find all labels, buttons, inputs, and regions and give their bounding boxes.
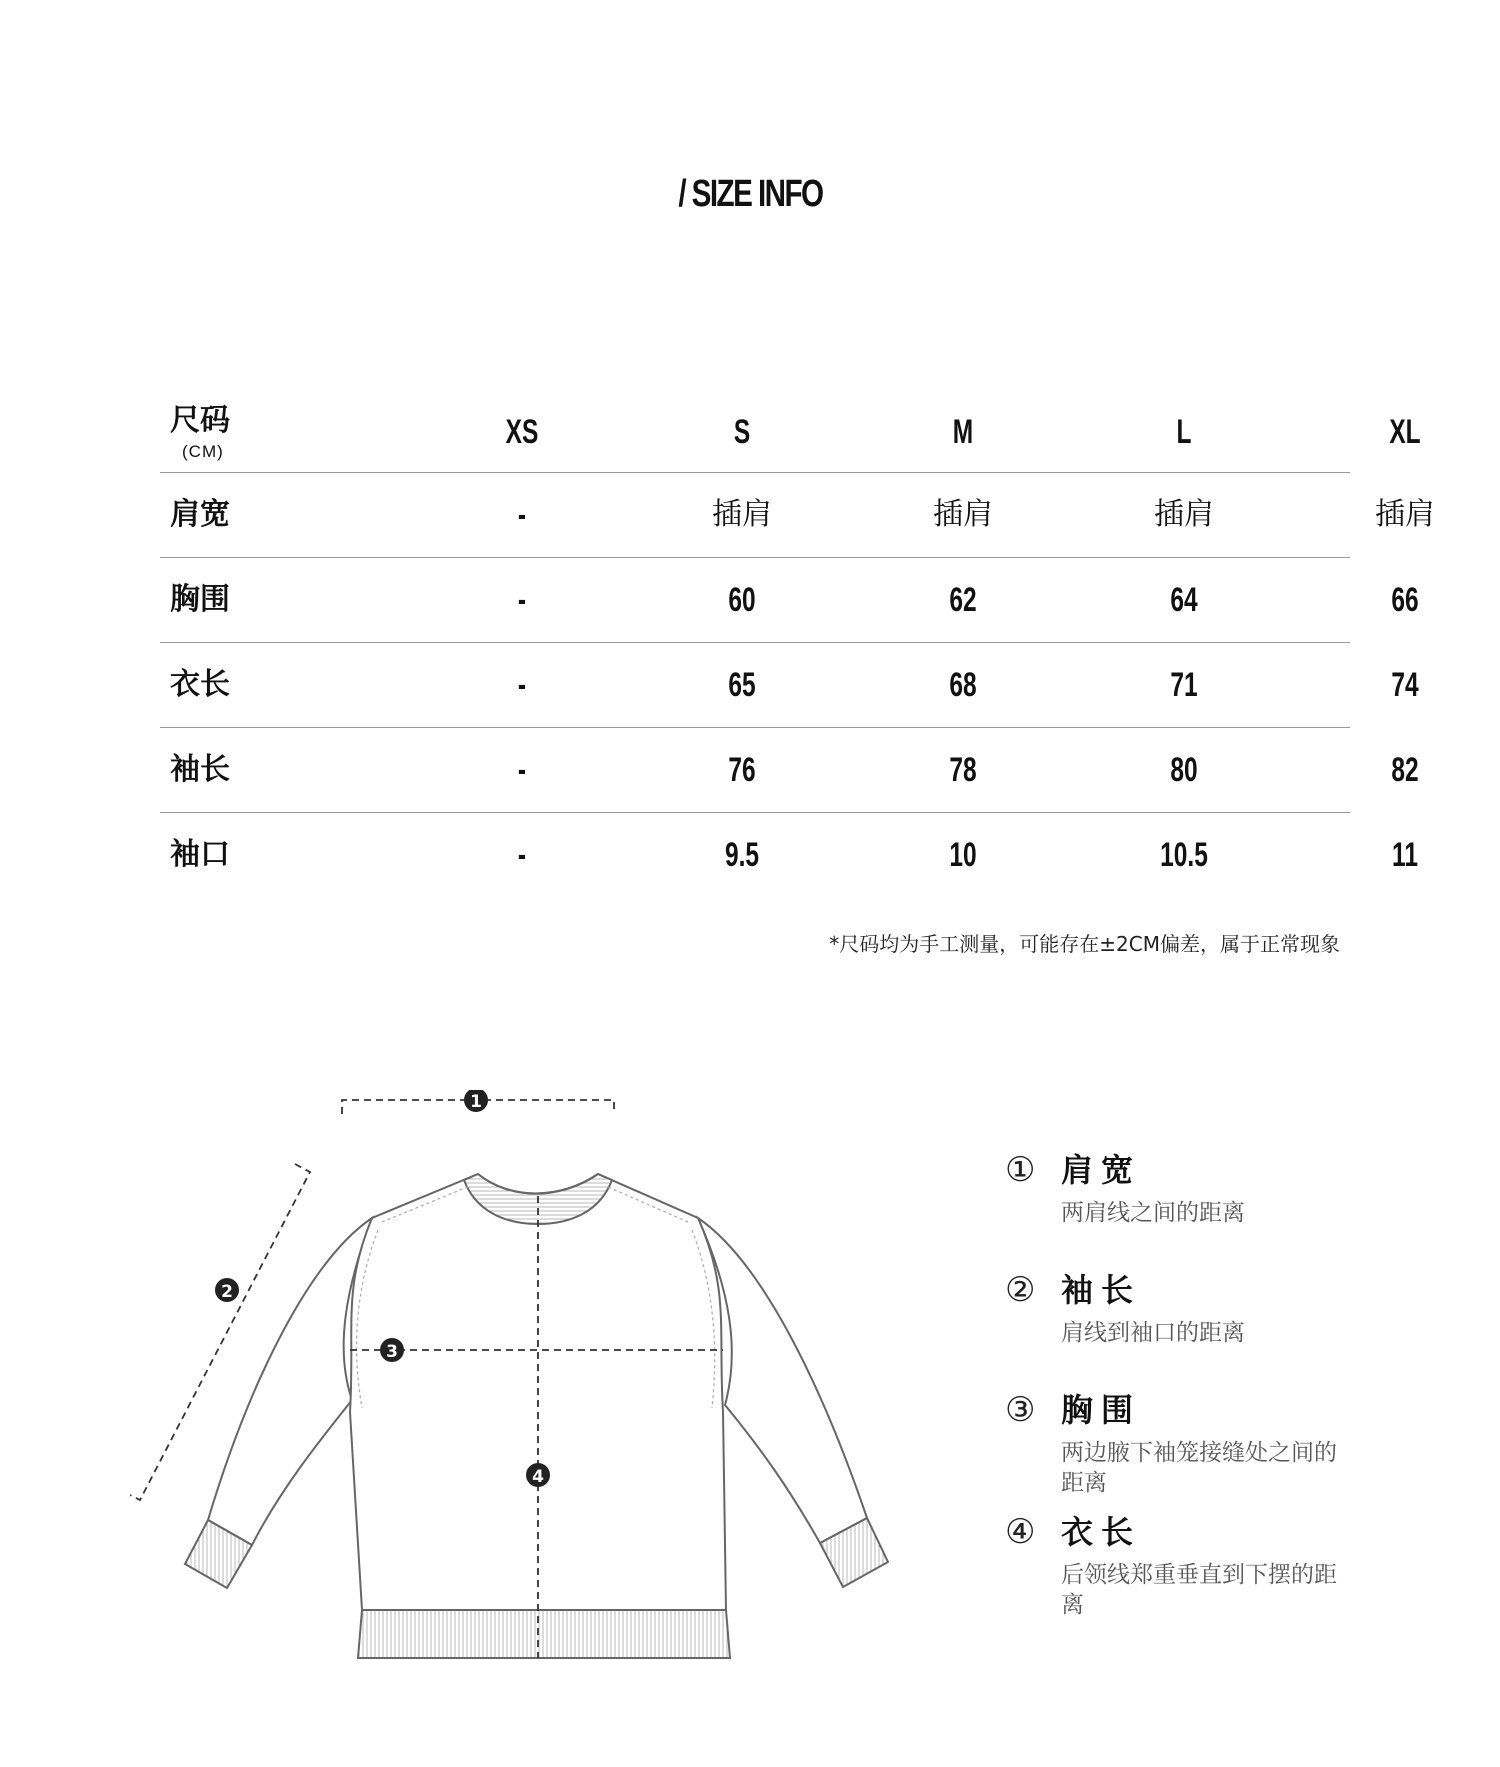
size-m: M [952,413,974,451]
marker-1 [464,1090,488,1112]
table-cell: 10.5 [1160,836,1208,874]
table-cell: 71 [1170,666,1198,704]
table-cell: 65 [728,666,756,704]
row-label: 袖口 [170,837,230,872]
header-label: 尺码 [170,403,230,438]
row-label: 胸围 [170,582,230,617]
legend-desc: 两肩线之间的距离 [1061,1200,1245,1226]
size-table [160,390,1435,897]
legend-number: ② [1005,1270,1036,1310]
row-label: 衣长 [170,667,230,702]
hem-rib [358,1610,730,1658]
measurement-note: *尺码均为手工测量，可能存在±2CM偏差，属于正常现象 [829,932,1340,956]
header-unit: (CM) [182,442,224,461]
table-cell: 76 [728,751,756,789]
table-cell: 10 [949,836,977,874]
table-row [160,473,1435,558]
table-row [160,813,1418,897]
row-label: 袖长 [170,752,230,787]
table-cell: 11 [1392,836,1418,874]
table-cell: 插肩 [1154,497,1214,532]
legend-number: ③ [1005,1390,1036,1430]
table-cell: 68 [949,666,977,704]
legend-name: 胸围 [1061,1391,1142,1429]
page-title: / SIZE INFO [678,173,823,215]
marker-2 [215,1278,239,1302]
svg-text:4: 4 [532,1467,544,1487]
table-row [160,558,1419,643]
table-cell: 插肩 [933,497,993,532]
table-cell: 9.5 [724,836,760,874]
legend-name: 肩宽 [1061,1151,1142,1189]
row-label: 肩宽 [170,497,230,532]
svg-text:3: 3 [386,1342,398,1362]
legend-desc: 后领线郑重垂直到下摆的距离 [1061,1562,1337,1618]
table-cell: - [517,496,527,534]
table-cell: 66 [1391,581,1419,619]
size-s: S [733,413,751,451]
table-row [160,643,1419,728]
legend-number: ④ [1005,1512,1036,1552]
table-cell: - [517,581,527,619]
legend-name: 衣长 [1061,1513,1142,1551]
table-cell: - [517,751,527,789]
size-xl: XL [1389,413,1421,451]
legend-number: ① [1005,1150,1036,1190]
svg-text:2: 2 [221,1282,233,1302]
svg-text:1: 1 [470,1092,482,1112]
table-cell: 62 [949,581,977,619]
table-cell: 60 [728,581,756,619]
table-row [160,728,1419,813]
table-cell: 74 [1391,666,1419,704]
legend-desc: 肩线到袖口的距离 [1061,1320,1245,1346]
marker-3 [380,1338,404,1362]
table-cell: 插肩 [1375,497,1435,532]
legend-name: 袖长 [1061,1271,1142,1309]
table-cell: - [517,836,527,874]
table-cell: 82 [1391,751,1419,789]
size-l: L [1176,413,1192,451]
table-cell: 78 [949,751,977,789]
sweater-outline [185,1174,888,1658]
table-cell: 80 [1170,751,1198,789]
table-header-row [160,390,1421,473]
left-sleeve [208,1218,372,1545]
size-xs: XS [505,413,539,451]
legend-desc: 两边腋下袖笼接缝处之间的距离 [1061,1440,1337,1496]
sweater-diagram [130,1090,890,1690]
table-cell: - [517,666,527,704]
table-cell: 插肩 [712,497,772,532]
marker-4 [526,1463,550,1487]
table-cell: 64 [1170,581,1198,619]
